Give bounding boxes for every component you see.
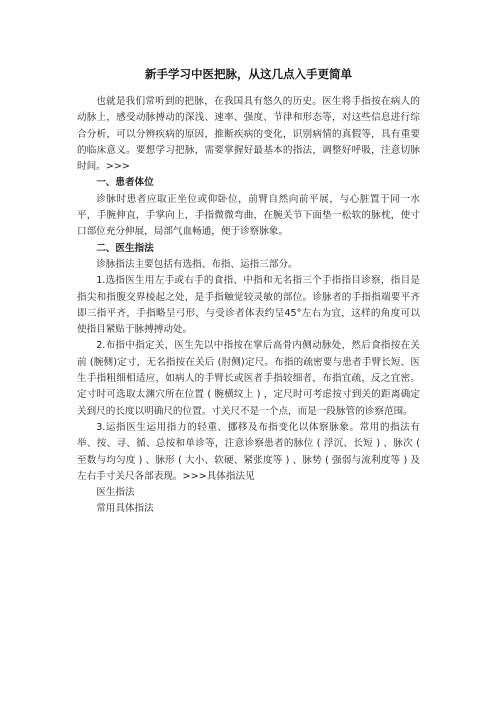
intro-paragraph: 也就是我们常听到的把脉，在我国具有悠久的历史。医生将手指按在病人的动脉上，感受动脉搏动的深浅、速率、强度、节律和形态等，对这些信息进行综合分析，可以分辨疾病的原因，推断疾病的变化，识别病情的真假等，具有重要的临床意义。要想学习把脉，需要掌握好最基本的指法，调整好呼吸，注意切脉时间。>>> — [77, 96, 420, 173]
document-title: 新手学习中医把脉，从这几点入手更简单 — [145, 67, 352, 81]
finger-movement-paragraph: 3.运指医生运用指力的轻重、挪移及布指变化以体察脉象。常用的指法有举、按、寻、循、总按和单诊等，注意诊察患者的脉位 ( 浮沉、长短 ) 、脉次 ( 至数与均匀度 ) 、脉形 ( 大小、软硬、紧张度等 ) 、脉势 ( 强弱与流利度等 ) 及左右手寸关尺各部表现。>>>具体指法见 — [77, 421, 420, 482]
link-common-fingering[interactable]: 常用具体指法 — [96, 503, 154, 515]
finger-placement-paragraph: 2.布指中指定关，医生先以中指按在掌后高骨内侧动脉处，然后食指按在关前 (腕侧)定寸，无名指按在关后 (肘侧)定尺。布指的疏密要与患者手臂长短、医生手指粗细相适应，如病人的手臂长或医者手指较细者，布指宜疏，反之宜密。定寸时可选取太渊穴所在位置 ( 腕横纹上 ) ，定尺时可考虑按寸到关的距离确定关到尺的长度以明确尺的位置。寸关尺不是一个点，而是一段脉管的诊察范围。 — [77, 340, 420, 417]
section-heading-doctor-fingering: 二、医生指法 — [96, 242, 154, 254]
patient-position-paragraph: 诊脉时患者应取正坐位或仰卧位，前臂自然向前平展，与心脏置于同一水平，手腕伸直，手掌向上，手指微微弯曲，在腕关节下面垫一松软的脉枕，使寸口部位充分伸展，局部气血畅通，便于诊察脉象。 — [77, 193, 420, 238]
fingering-summary-paragraph: 诊脉指法主要包括有选指、布指、运指三部分。 — [96, 258, 298, 270]
finger-selection-paragraph: 1.选指医生用左手或右手的食指、中指和无名指三个手指指目诊察，指目是指尖和指腹交界棱起之处，是手指触觉较灵敏的部位。诊脉者的手指指端要平齐即三指平齐，手指略呈弓形，与受诊者体表约呈45°左右为宜，这样的角度可以使指目紧贴于脉搏搏动处。 — [77, 275, 420, 336]
section-heading-patient-position: 一、患者体位 — [96, 177, 154, 189]
link-doctor-fingering[interactable]: 医生指法 — [96, 487, 135, 499]
